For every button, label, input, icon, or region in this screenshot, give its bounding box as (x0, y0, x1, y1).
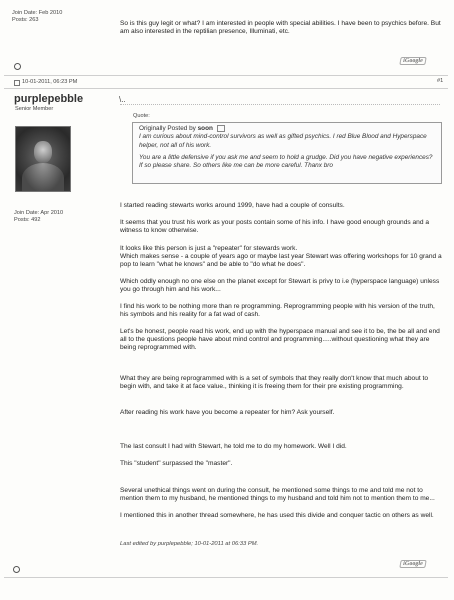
user-title: Senior Member (15, 106, 54, 112)
paragraph-8: The last consult I had with Stewart, he told me to do my homework. Well I did. (120, 443, 347, 450)
quote-label: Quote: (133, 113, 150, 119)
status-icon-2 (13, 566, 20, 573)
igoogle-logo-2[interactable]: iGoogle (399, 560, 426, 568)
status-icon (14, 63, 21, 70)
paragraph-1: I started reading stewarts works around 1999, have had a couple of consults. (120, 202, 345, 209)
quote-author: soon (197, 125, 213, 133)
user-post-count: Posts: 492 (14, 217, 41, 223)
post-icon (14, 80, 20, 86)
paragraph-4: I find his work to be nothing more than re programming. Reprogramming people with his version of the truth, his symbols and his reality for a fat wad of cash. (120, 303, 435, 319)
quote-box (132, 122, 442, 184)
username[interactable]: purplepebble (14, 93, 84, 105)
post1-post-count: Posts: 263 (12, 17, 39, 23)
post1-join-date: Join Date: Feb 2010 (12, 10, 63, 16)
post-divider (4, 75, 448, 76)
view-post-icon[interactable] (217, 125, 225, 132)
avatar-body (22, 163, 64, 192)
post-footer-divider (4, 577, 448, 578)
paragraph-2: It seems that you trust his work as your posts contain some of his info. I have good enough grounds and a witness to know otherwise. (120, 219, 429, 235)
paragraph-5: Let's be honest, people read his work, end up with the hyperspace manual and see it to be, the be all and end all to the questions people have about mind control and programming.....without questioning what they are being reprogrammed with. (120, 328, 440, 352)
paragraph-7: After reading his work have you become a repeater for him? Ask yourself. (120, 409, 335, 416)
paragraph-10a: Several unethical things went on during the consult, he mentioned some things to me and told me not to mention them to my husband, he mentioned things to my husband and told him not to mention them to me... (120, 487, 435, 503)
paragraph-3c: Which oddly enough no one else on the planet except for Stewart is privy to i.e (hyperspace language) unless you go through him and his work... (120, 278, 440, 294)
quote-text-1: I am curious about mind-control survivors as well as gifted psychics. I red Blue Blood and Hyperspace helper, not all of his work. (139, 133, 427, 149)
paragraph-10b: I mentioned this in another thread somewhere, he has used this divide and conquer tactic on others as well. (120, 512, 434, 519)
avatar (15, 126, 71, 192)
title-separator (120, 104, 440, 105)
quote-text-2: You are a little defensive if you ask me and seem to hold a grudge. Did you have negative experiences? If so please share. So others like me can be more careful. Thanx bro (139, 153, 433, 169)
post1-message: So is this guy legit or what? I am interested in people with special abilities. I have been to psychics before. But am also interested in the reptilian presence, Illuminati, etc. (120, 20, 441, 36)
avatar-face (34, 141, 52, 163)
paragraph-6: What they are being reprogrammed with is a set of symbols that they really don't know that much about to begin with, and take it at face value., thinking it is freeing them for their pre existing programming. (120, 375, 429, 391)
quote-attribution (139, 125, 435, 133)
paragraph-3b: Which makes sense - a couple of years ago or maybe last year Stewart was offering workshops for 10 grand a pop to learn "what he knows" and be able to "do what he does". (120, 253, 442, 269)
post-datetime: 10-01-2011, 06:23 PM (22, 79, 78, 85)
post-header-divider (4, 88, 448, 89)
post-title-glyph: \.. (119, 95, 126, 104)
igoogle-logo[interactable]: iGoogle (399, 57, 426, 65)
post-number[interactable]: #1 (437, 78, 444, 84)
paragraph-9: This "student" surpassed the "master". (120, 460, 233, 467)
user-join-date: Join Date: Apr 2010 (14, 210, 64, 216)
edited-note: Last edited by purplepebble; 10-01-2011 at 06:33 PM. (120, 541, 259, 547)
quote-prefix: Originally Posted by (139, 125, 198, 133)
paragraph-3a: It looks like this person is just a "repeater" for stewards work. (120, 245, 298, 252)
